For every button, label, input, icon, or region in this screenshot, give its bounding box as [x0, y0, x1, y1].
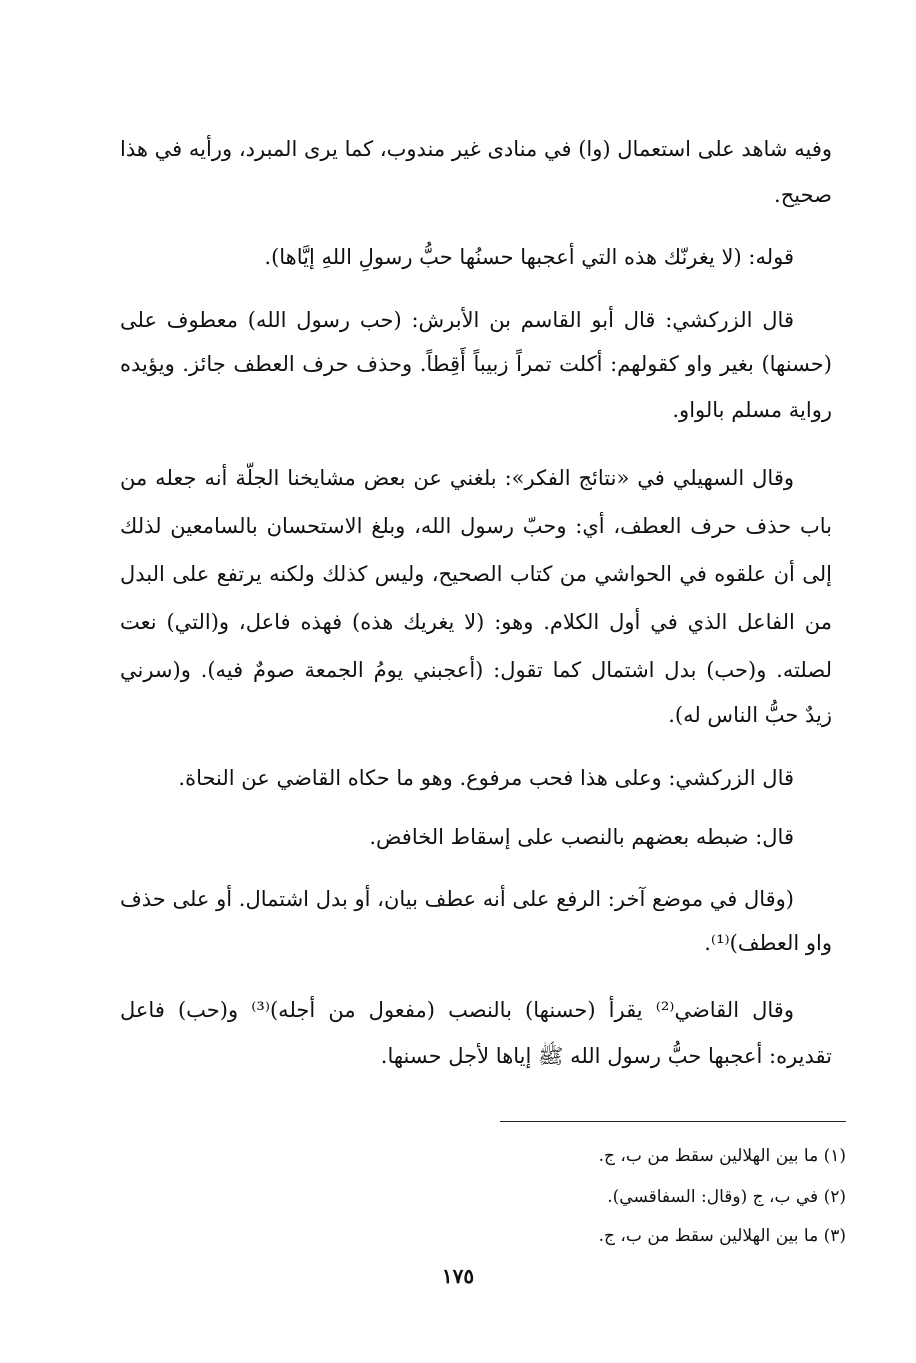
text-line: زيدٌ حبُّ الناس له).: [668, 703, 832, 727]
text-line: (حسنها) بغير واو كقولهم: أكلت تمراً زبيباً أَقِطاً. وحذف حرف العطف جائز. ويؤيده: [120, 352, 832, 376]
text-line: إلى أن علقوه في الحواشي من كتاب الصحيح، وليس كذلك ولكنه يرتفع على البدل: [120, 562, 832, 586]
footnote-separator: [500, 1121, 846, 1122]
text-line: من الفاعل الذي في أول الكلام. وهو: (لا يغريك هذه) فهذه فاعل، و(التي) نعت: [120, 610, 832, 634]
text-line: باب حذف حرف العطف، أي: وحبّ رسول الله، وبلغ الاستحسان بالسامعين لذلك: [120, 514, 832, 538]
text-line: لصلته. و(حب) بدل اشتمال كما تقول: (أعجبني يومُ الجمعة صومٌ فيه). و(سرني: [120, 658, 832, 682]
footnote: (٣) ما بين الهلالين سقط من ب، ج.: [598, 1226, 846, 1246]
text-line: قال الزركشي: وعلى هذا فحب مرفوع. وهو ما حكاه القاضي عن النحاة.: [178, 766, 794, 790]
text-line: وقال السهيلي في «نتائج الفكر»: بلغني عن بعض مشايخنا الجلّة أنه جعله من: [120, 466, 794, 490]
footnote: (١) ما بين الهلالين سقط من ب، ج.: [598, 1146, 846, 1166]
text-line: رواية مسلم بالواو.: [672, 398, 832, 422]
text-line: قال الزركشي: قال أبو القاسم بن الأبرش: (حب رسول الله) معطوف على: [120, 308, 794, 332]
text-line: تقديره: أعجبها حبُّ رسول الله ﷺ إياها لأجل حسنها.: [380, 1044, 832, 1068]
text-line: صحيح.: [774, 183, 832, 207]
text-line: وفيه شاهد على استعمال (وا) في منادى غير مندوب، كما يرى المبرد، ورأيه في هذا: [120, 137, 832, 161]
page-number: ١٧٥: [441, 1264, 475, 1288]
text-line: واو العطف)⁽¹⁾.: [704, 931, 832, 955]
text-line: قوله: (لا يغرنّك هذه التي أعجبها حسنُها حبُّ رسولِ اللهِ إيَّاها).: [264, 245, 794, 269]
text-line: (وقال في موضع آخر: الرفع على أنه عطف بيان، أو بدل اشتمال. أو على حذف: [120, 887, 794, 911]
text-line: قال: ضبطه بعضهم بالنصب على إسقاط الخافض.: [369, 825, 794, 849]
footnote: (٢) في ب، ج (وقال: السفاقسي).: [607, 1187, 846, 1207]
text-line: وقال القاضي⁽²⁾ يقرأ (حسنها) بالنصب (مفعول من أجله)⁽³⁾ و(حب) فاعل: [120, 998, 794, 1022]
